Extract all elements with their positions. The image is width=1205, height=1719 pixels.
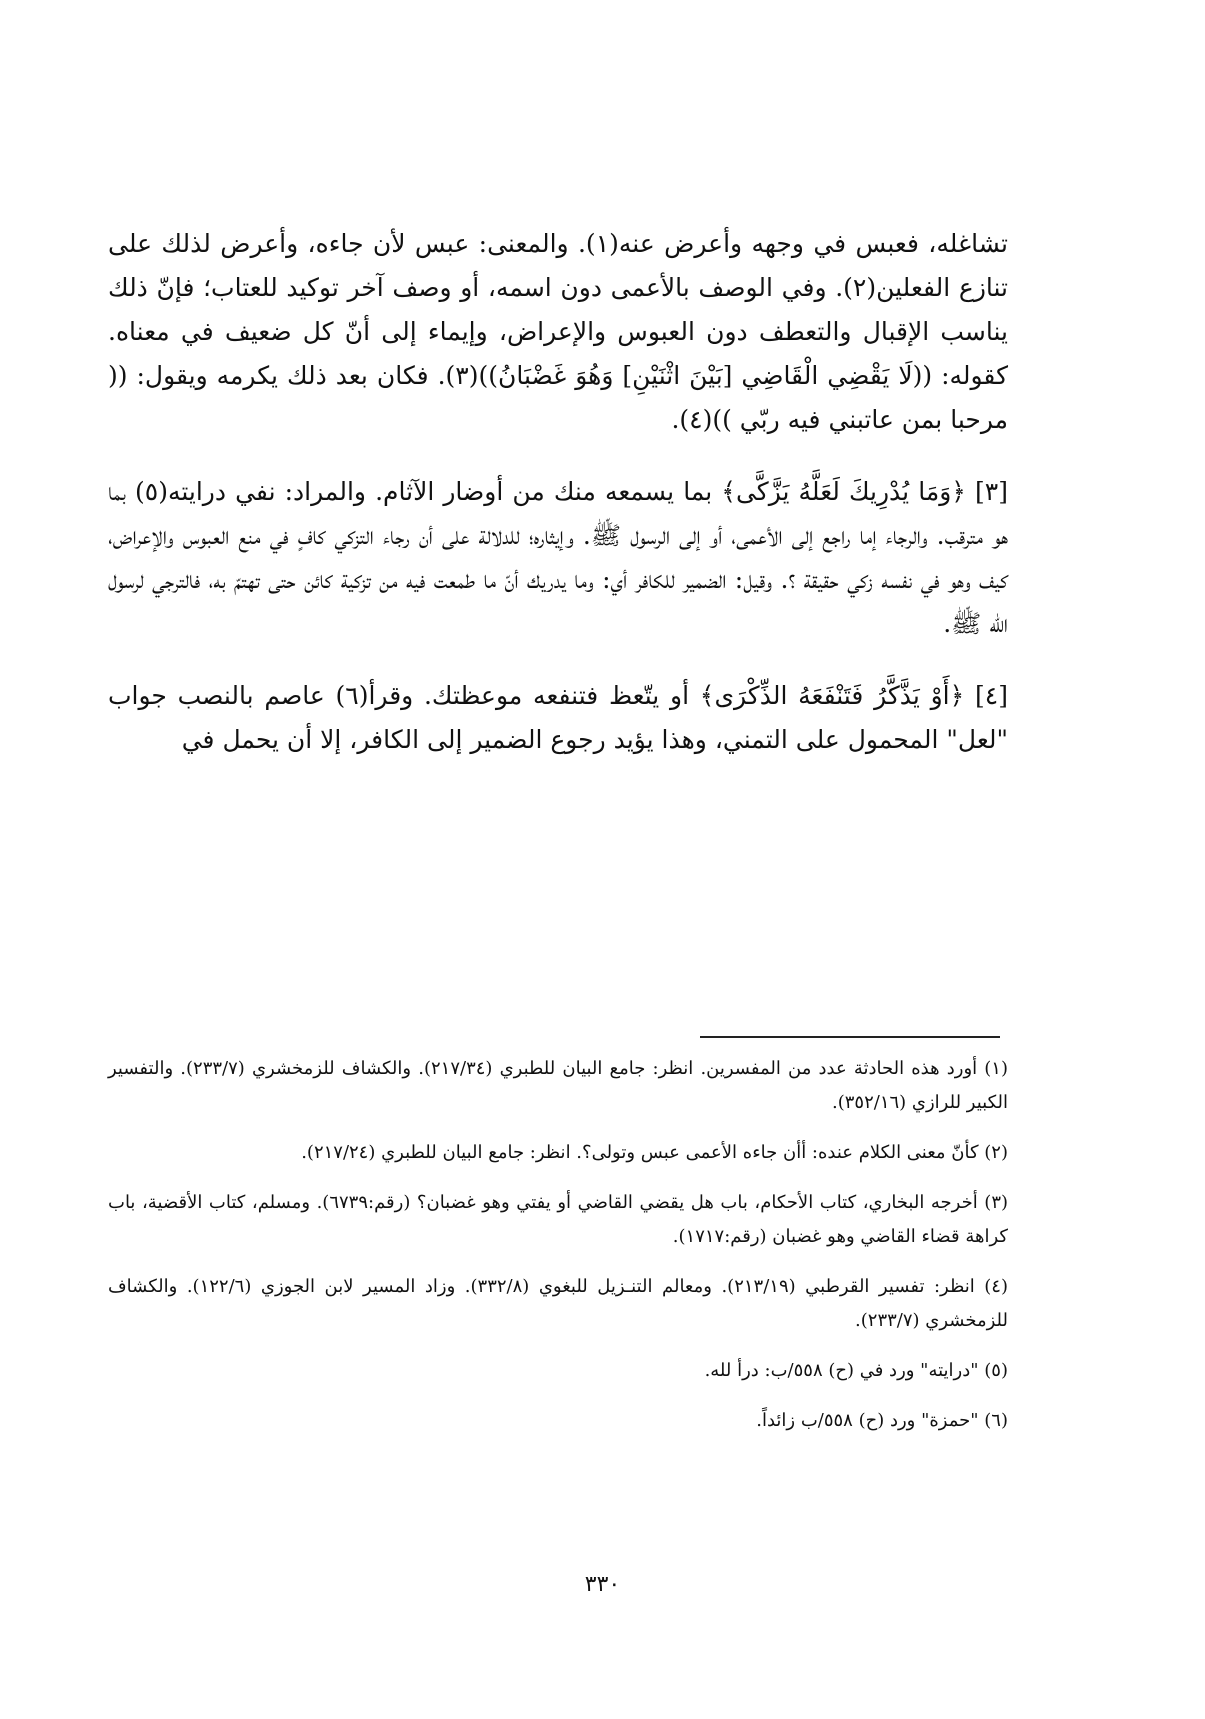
footnote-1: (١) أورد هذه الحادثة عدد من المفسرين. انظر: جامع البيان للطبري (٢١٧/٣٤). والكشاف للزمخشري (٢٣٣/٧). والتفسير الكبير للرازي (٣٥٢/١٦). <box>108 1058 1008 1113</box>
paragraph-3: [٤] ﴿أَوْ يَذَّكَّرُ فَتَنْفَعَهُ الذِّكْرَى﴾ أو يتّعظ فتنفعه موعظتك. وقرأ(٦) عاصم بالنصب جواب "لعل" المحمول على التمني، وهذا يؤيد رجوع الضمير إلى الكافر، إلا أن يحمل في <box>108 681 1008 754</box>
footnote-separator <box>700 1036 1000 1038</box>
paragraph-2: [٣] ﴿وَمَا يُدْرِيكَ لَعَلَّهُ يَزَّكَّى﴾ بما يسمعه منك من أوضار الآثام. والمراد: نفي درايته(٥) بما هو مترقب. والرجاء إما راجع إلى الأعمى، أو إلى الرسول ﷺ. وإيثاره؛ للدلالة على أن رجاء التزكي كافٍ في منع العبوس والإعراض، كيف وهو في نفسه زكي حقيقة ؟. وقيل: الضمير للكافر أي: وما يدريك أنّ ما طمعت فيه من تزكية كائن حتى تهتمّ به، فالترجي لرسول الله ﷺ. <box>108 477 1008 638</box>
footnote-3: (٣) أخرجه البخاري، كتاب الأحكام، باب هل يقضي القاضي أو يفتي وهو غضبان؟ (رقم:٦٧٣٩). ومسلم، كتاب الأقضية، باب كراهة قضاء القاضي وهو غضبان (رقم:١٧١٧). <box>108 1192 1009 1247</box>
footnotes <box>108 1052 1008 1454</box>
paragraph-1: تشاغله، فعبس في وجهه وأعرض عنه(١). والمعنى: عبس لأن جاءه، وأعرض لذلك على تنازع الفعلين(٢). وفي الوصف بالأعمى دون اسمه، أو وصف آخر توكيد للعتاب؛ فإنّ ذلك يناسب الإقبال والتعطف دون العبوس والإعراض، وإيماء إلى أنّ كل ضعيف في معناه. كقوله: ((لَا يَقْضِي الْقَاضِي [بَيْنَ اثْنَيْنِ] وَهُوَ غَضْبَانُ))(٣). فكان بعد ذلك يكرمه ويقول: (( مرحبا بمن عاتبني فيه ربّي ))(٤). <box>108 229 1009 434</box>
footnote-4: (٤) انظر: تفسير القرطبي (٢١٣/١٩). ومعالم التنـزيل للبغوي (٣٣٢/٨). وزاد المسير لابن الجوزي (١٢٢/٦). والكشاف للزمخشري (٢٣٣/٧). <box>108 1276 1008 1331</box>
footnote-6: (٦) "حمزة" ورد (ح) ٥٥٨/ب زائداً. <box>756 1410 1008 1431</box>
page-number: ٣٣٠ <box>584 1572 621 1597</box>
footnote-5: (٥) "درايته" ورد في (ح) ٥٥٨/ب: درأ لله. <box>704 1360 1008 1381</box>
main-text <box>108 222 1008 762</box>
footnote-2: (٢) كأنّ معنى الكلام عنده: أأن جاءه الأعمى عبس وتولى؟. انظر: جامع البيان للطبري (٢١٧/٢٤). <box>301 1142 1008 1163</box>
